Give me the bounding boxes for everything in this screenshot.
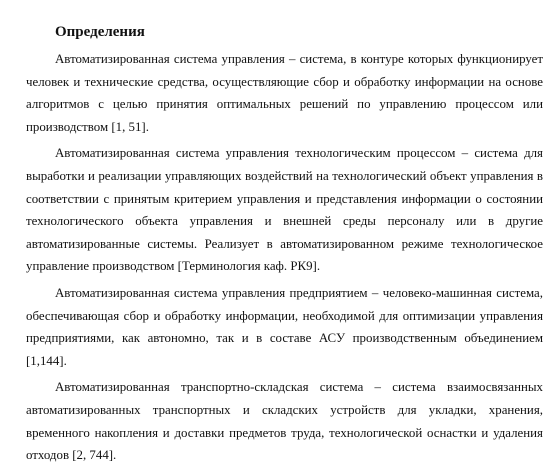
definition-paragraph-atss: Автоматизированная транспортно-складская система – система взаимосвязанных автоматизированных транспортных и складских устройств для укладки, хранения, временного накопления и доставки предметов труда, технологической оснастки и удаления отходов [2, 744]. — [26, 380, 543, 463]
definition-paragraph-asu: Автоматизированная система управления – система, в контуре которых функционирует человек и технические средства, осуществляющие сбор и обработку информации на основе алгоритмов с целью принятия оптимальных решений по управлению процессом или производством [1, 51]. — [26, 52, 543, 134]
definition-paragraph-asutp: Автоматизированная система управления технологическим процессом – система для выработки и реализации управляющих воздействий на технологический объект управления в соответствии с принятым критерием управления и представления информации о состоянии технологического объекта управления и внешней среды персоналу или в другие автоматизированные системы. Реализует в автоматизированном режиме технологическое управление производством [Терминология каф. РК9]. — [26, 146, 543, 274]
definition-paragraph-asup: Автоматизированная система управления предприятием – человеко-машинная система, обеспечивающая сбор и обработку информации, необходимой для оптимизации управления предприятиями, как автономно, так и в составе АСУ производственным объединением [1,144]. — [26, 285, 543, 368]
section-heading: Определения — [55, 24, 145, 40]
